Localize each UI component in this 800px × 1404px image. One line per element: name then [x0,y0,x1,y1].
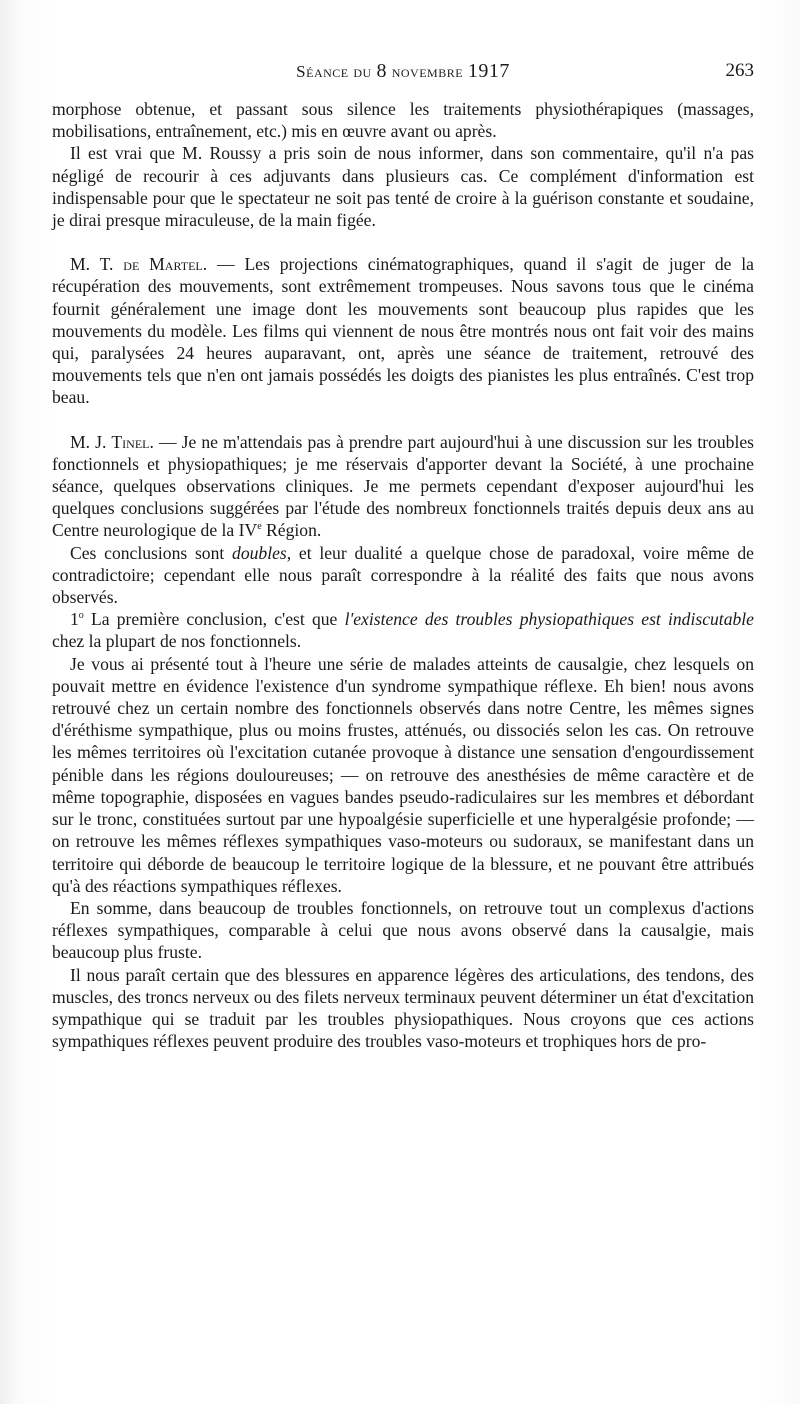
emphasis: l'existence des troubles physiopathiques est indiscutable [344,609,754,630]
emphasis: doubles [232,542,287,563]
running-title-month: novembre [391,62,464,81]
paragraph: Je vous ai présenté tout à l'heure une série de malades atteints de causalgie, chez lesquels on pouvait mettre en évidence l'existence d'un syndrome sympathique réflexe. Eh bien! nous avons retrouvé chez un certain nombre des fonctionnels observés dans notre Centre, les mêmes signes d'éréthisme sympathique, plus ou moins frustes, atténués, ou dissociés selon les cas. On retrouve les mêmes territoires où l'excitation cutanée provoque à distance une sensation d'engourdissement pénible dans les régions douloureuses; — on retrouve des anesthésies de même caractère et de même topographie, disposées en vagues bandes pseudo-radiculaires sur les membres et débordant sur le tronc, constituées surtout par une hypoalgésie superficielle et une hyperalgésie profonde; — on retrouve les mêmes réflexes sympathiques vaso-moteurs ou sudoraux, se manifestant dans un territoire qui déborde de beaucoup le territoire logique de la blessure, et ne pouvant être attribués qu'à des réactions sympathiques réflexes. [52,653,754,896]
running-title-day: 8 [376,60,387,82]
body-text [52,98,754,1052]
running-title-prefix: Séance du [296,62,372,81]
running-head [52,60,754,84]
paragraph: Ces conclusions sont doubles, et leur dualité a quelque chose de paradoxal, voire même de contradictoire; cependant elle nous paraît correspondre à la réalité des faits que nous avons observés. [52,542,754,608]
speaker-initials: M. J. [70,431,107,452]
numbered-paragraph: 1$^o$ La première conclusion, c'est que l'existence des troubles physiopathiques est indiscutable chez la plupart de nos fonctionnels. [52,609,754,652]
speaker-initials: M. T. [70,254,114,275]
speaker-paragraph-tinel: M. J. Tinel. — Je ne m'attendais pas à prendre part aujourd'hui à une discussion sur les troubles fonctionnels et physiopathiques; je me réservais d'apporter devant la Société, à une prochaine séance, quelques observations cliniques. Je me permets cependant d'exposer aujourd'hui les quelques conclusions suggérées par l'étude des nombreux fonctionnels traités depuis deux ans au Centre neurologique de la IVe Région. [52,431,755,541]
running-title [52,60,754,83]
speaker-particle: de [123,254,140,275]
paragraph-continuation: morphose obtenue, et passant sous silence les traitements physiothérapiques (massages, mobilisations, entraînement, etc.) mis en œuvre avant ou après. [52,99,754,142]
speaker-name: Tinel [111,431,150,452]
paragraph-number: 1 [70,609,79,630]
paragraph: Il nous paraît certain que des blessures en apparence légères des articulations, des tendons, des muscles, des troncs nerveux ou des filets nerveux terminaux peuvent déterminer un état d'excitation sympathique qui se traduit par les troubles physiopathiques. Nous croyons que ces actions sympathiques réflexes peuvent produire des troubles vaso-moteurs et trophiques hors de pro- [52,964,754,1052]
speaker-paragraph-martel: M. T. de Martel. — Les projections cinématographiques, quand il s'agit de juger de la récupération des mouvements, sont extrêmement trompeuses. Nous savons tous que le cinéma fournit généralement une image dont les mouvements sont beaucoup plus rapides que les mouvements du modèle. Les films qui viennent de nous être montrés nous ont fait voir des mains qui, paralysées 24 heures auparavant, ont, après une séance de traitement, retrouvé des mouvements tels que n'en ont jamais possédés les doigts des pianistes les plus entraînés. C'est trop beau. [52,254,754,408]
page-number: 263 [725,60,754,81]
speaker-name: Martel [149,254,203,275]
paragraph: Il est vrai que M. Roussy a pris soin de nous informer, dans son commentaire, qu'il n'a pas négligé de recourir à ces adjuvants dans plusieurs cas. Ce complément d'information est indispensable pour que le spectateur ne soit pas tenté de croire à la guérison constante et soudaine, je dirai presque miraculeuse, de la main figée. [52,143,754,231]
paragraph: En somme, dans beaucoup de troubles fonctionnels, on retrouve tout un complexus d'actions réflexes sympathiques, comparable à celui que nous avons observé dans la causalgie, mais beaucoup plus fruste. [52,897,754,963]
running-title-year: 1917 [467,60,510,82]
